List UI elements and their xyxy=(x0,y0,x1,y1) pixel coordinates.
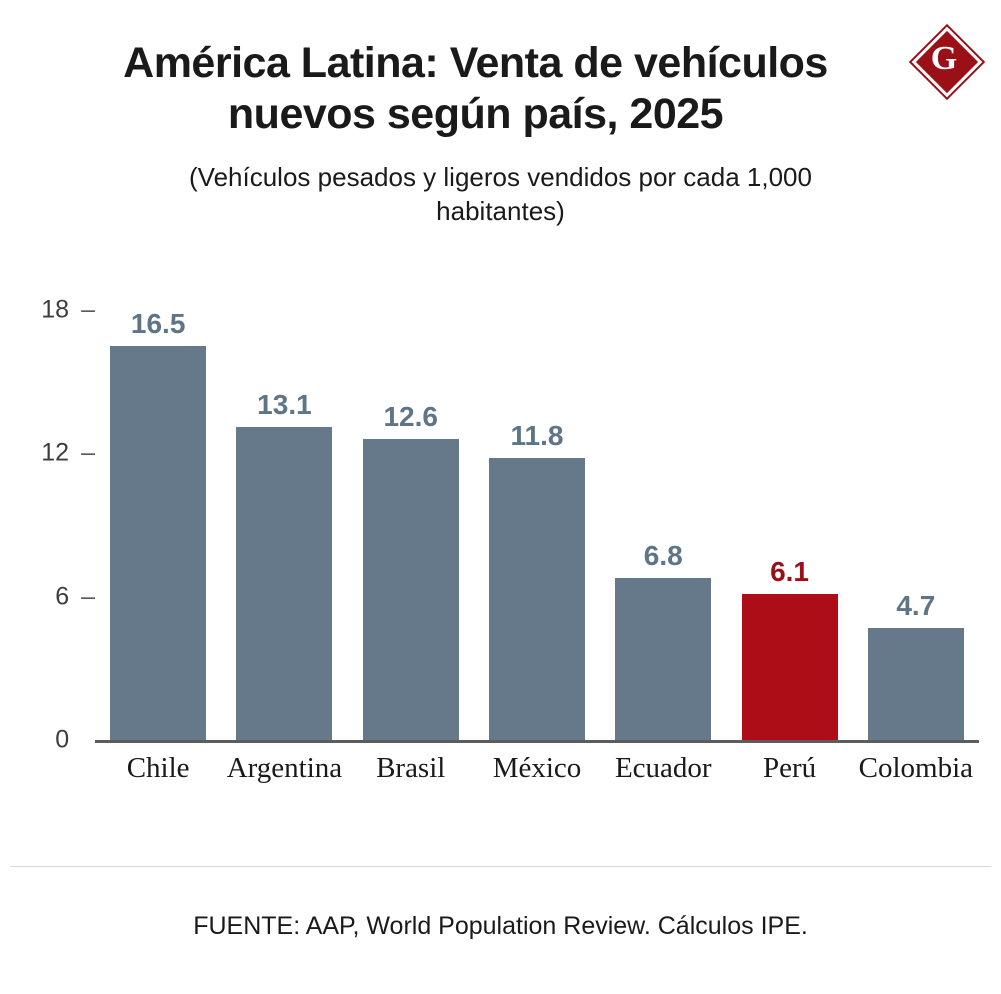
chart-area xyxy=(0,290,1001,820)
bar-value-label: 16.5 xyxy=(130,307,186,339)
x-axis-label: México xyxy=(492,752,582,784)
bar-column xyxy=(726,310,852,740)
y-axis-tick-label: 18 xyxy=(41,295,70,324)
x-axis-category-labels xyxy=(95,752,979,785)
bar-value-label: 6.1 xyxy=(770,556,810,588)
bar xyxy=(868,628,964,740)
y-axis-tick-label: 12 xyxy=(41,438,70,467)
x-axis-label: Brasil xyxy=(376,752,446,784)
plot-region xyxy=(41,295,979,754)
bar-column xyxy=(221,310,347,740)
bar-value-label: 12.6 xyxy=(383,401,438,432)
bar-column xyxy=(853,310,979,740)
y-axis-tick xyxy=(23,726,95,755)
x-axis-line xyxy=(95,740,979,743)
bar xyxy=(110,346,206,740)
x-axis-label: Perú xyxy=(762,752,817,784)
bar xyxy=(742,594,838,740)
page-subtitle: (Vehículos pesados y ligeros vendidos por cada 1,000 habitantes) xyxy=(189,162,812,227)
bar-column xyxy=(95,307,221,740)
footer-divider xyxy=(10,866,991,867)
bar xyxy=(489,458,585,740)
y-axis-tick xyxy=(23,296,95,325)
bar-series xyxy=(95,307,979,740)
x-axis-label: Chile xyxy=(126,752,190,784)
y-axis-tick-label: 0 xyxy=(55,725,70,754)
y-axis-tick xyxy=(23,439,95,468)
gestion-diamond-logo xyxy=(913,28,975,90)
bar-value-label: 11.8 xyxy=(510,420,564,452)
bar-column xyxy=(474,310,600,740)
x-axis-label: Argentina xyxy=(226,752,343,784)
y-axis-tick-label: 6 xyxy=(55,582,70,611)
x-axis-label: Ecuador xyxy=(614,752,712,784)
y-axis-tick-dash: – xyxy=(81,582,95,611)
y-axis-tick xyxy=(23,582,95,611)
bar xyxy=(615,578,711,740)
bar-column xyxy=(600,310,726,740)
y-axis-tick-dash: – xyxy=(81,438,95,467)
bar xyxy=(236,427,332,740)
x-axis-label: Colombia xyxy=(858,752,974,784)
bar-column xyxy=(348,310,474,740)
bar-value-label: 6.8 xyxy=(643,539,683,571)
page-title: América Latina: Venta de vehículos nuevos según país, 2025 xyxy=(123,39,828,138)
y-axis-tick-dash: – xyxy=(81,295,95,324)
source-note: FUENTE: AAP, World Population Review. Cálculos IPE. xyxy=(193,912,808,940)
bar xyxy=(363,439,459,740)
bar-value-label: 4.7 xyxy=(896,589,936,621)
logo-letter: G xyxy=(930,40,958,77)
bar-value-label: 13.1 xyxy=(257,389,312,421)
